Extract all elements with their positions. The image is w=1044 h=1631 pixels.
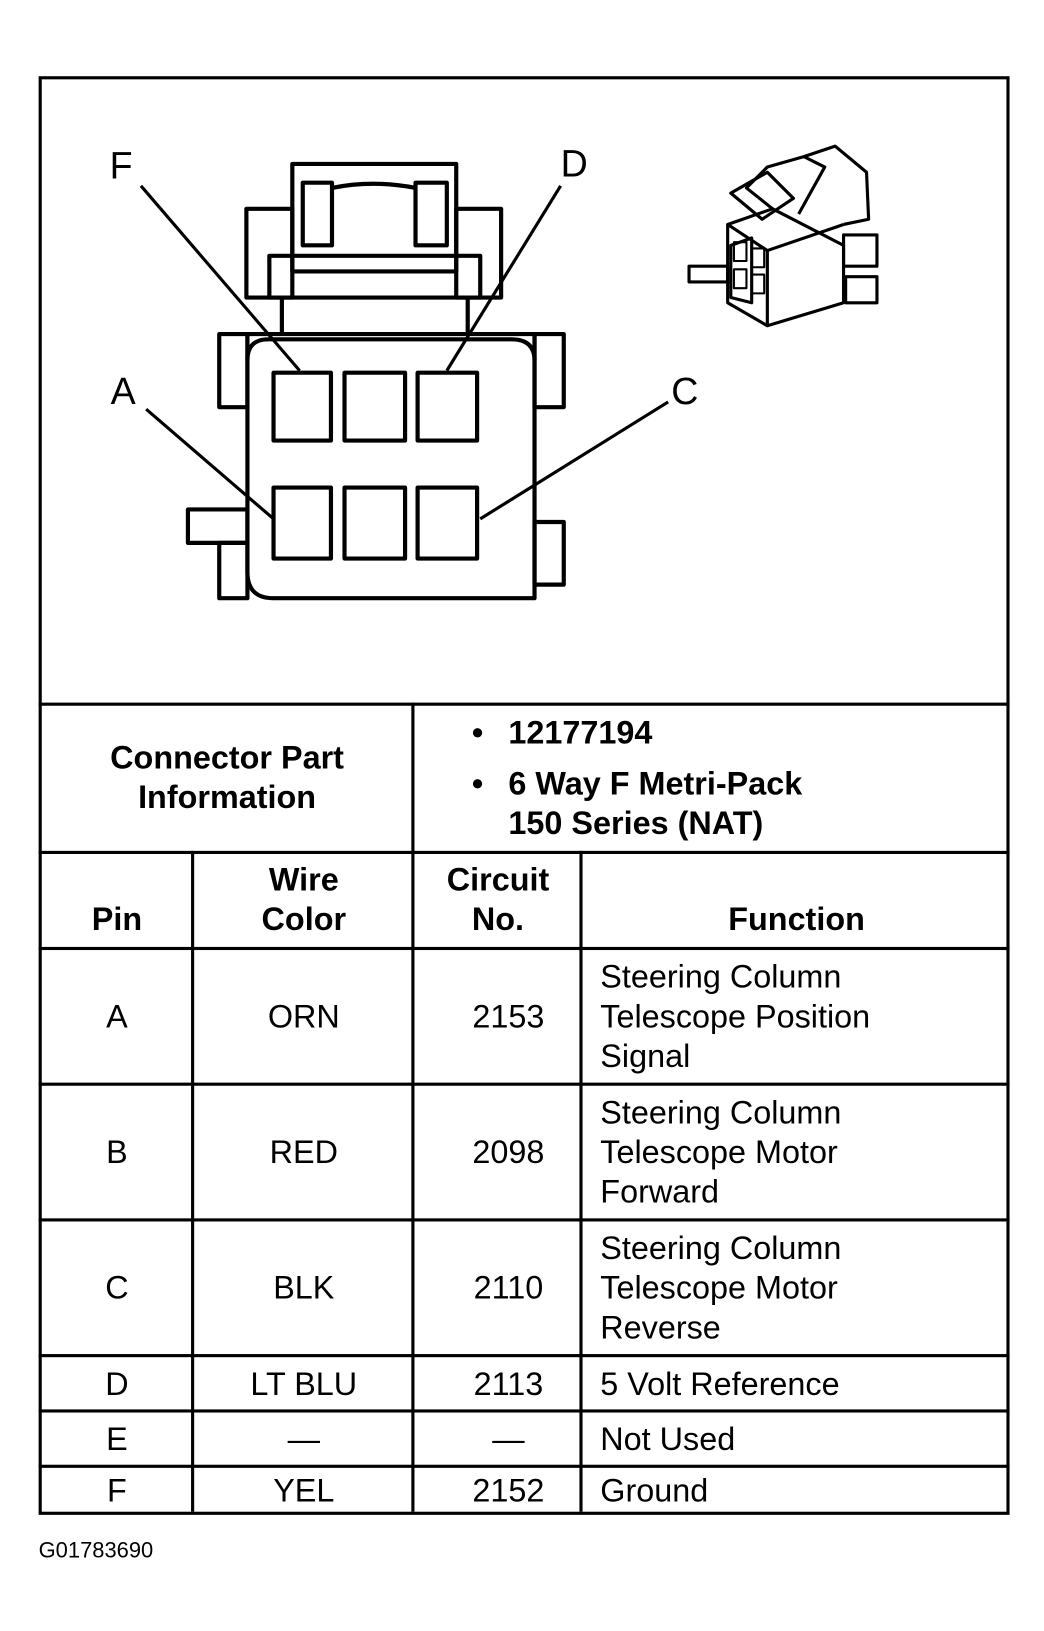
divider — [39, 1465, 1010, 1468]
wire-color-cell: LT BLU — [250, 1365, 358, 1402]
function-cell: Telescope Position — [600, 998, 871, 1035]
bullet: • — [471, 765, 484, 802]
header-function: Function — [728, 900, 865, 938]
connector-description: 6 Way F Metri-Pack — [508, 765, 803, 802]
connector-face-diagram — [0, 0, 1044, 710]
function-cell: Ground — [600, 1472, 709, 1509]
pin-cell: E — [106, 1420, 128, 1457]
function-cell: Telescope Motor — [600, 1133, 838, 1171]
label-line: Connector Part — [110, 739, 344, 776]
wire-color-cell: ORN — [267, 998, 340, 1035]
part-number: 12177194 — [508, 714, 653, 751]
divider — [39, 703, 1010, 706]
circuit-cell: 2152 — [472, 1472, 545, 1509]
pin-label-d: D — [560, 141, 588, 185]
pin-cell: D — [105, 1365, 129, 1402]
circuit-cell: 2113 — [473, 1365, 544, 1402]
function-cell: Forward — [600, 1173, 720, 1210]
function-cell: Telescope Motor — [600, 1269, 838, 1307]
connector-face-view — [141, 164, 668, 598]
pin-label-a: A — [110, 369, 136, 413]
wire-color-cell: BLK — [273, 1269, 335, 1307]
header-circuit — [414, 860, 581, 939]
pin-cell: A — [106, 998, 128, 1035]
pin-cavities — [274, 373, 478, 559]
divider — [39, 851, 1010, 854]
header-line: Color — [261, 900, 347, 938]
circuit-cell: 2153 — [472, 998, 545, 1035]
divider — [191, 851, 194, 1512]
circuit-cell: — — [492, 1420, 525, 1457]
connector-info-label — [42, 738, 413, 817]
divider — [39, 1409, 1010, 1412]
function-cell: Steering Column — [600, 1094, 842, 1131]
pin-cell: C — [105, 1269, 129, 1307]
function-cell: Reverse — [600, 1309, 721, 1346]
circuit-cell: 2098 — [472, 1133, 545, 1171]
function-cell: Steering Column — [600, 958, 842, 995]
divider — [39, 1083, 1010, 1086]
header-pin: Pin — [91, 900, 143, 938]
wire-color-cell: — — [287, 1420, 320, 1457]
function-cell: Signal — [600, 1037, 691, 1075]
function-cell: Not Used — [600, 1420, 736, 1457]
divider — [39, 1218, 1010, 1221]
label-line: Information — [138, 778, 317, 816]
pin-label-f: F — [109, 144, 133, 187]
divider — [39, 1354, 1010, 1357]
circuit-cell: 2110 — [473, 1269, 544, 1307]
function-cell: 5 Volt Reference — [600, 1365, 840, 1402]
bullet: • — [471, 714, 484, 751]
pin-label-c: C — [671, 369, 699, 413]
figure-id: G01783690 — [38, 1538, 154, 1563]
wire-color-cell: RED — [269, 1133, 338, 1171]
header-line: No. — [471, 900, 525, 938]
divider — [579, 851, 582, 1512]
header-line: Circuit — [446, 861, 550, 898]
divider — [39, 947, 1010, 950]
connector-isometric-view — [689, 146, 877, 326]
connector-description: 150 Series (NAT) — [508, 804, 764, 842]
pin-cell: F — [107, 1472, 127, 1509]
function-cell: Steering Column — [600, 1229, 842, 1267]
pin-cell: B — [106, 1133, 128, 1171]
header-wire-color — [194, 860, 413, 939]
header-line: Wire — [268, 861, 339, 898]
wire-color-cell: YEL — [273, 1472, 335, 1509]
